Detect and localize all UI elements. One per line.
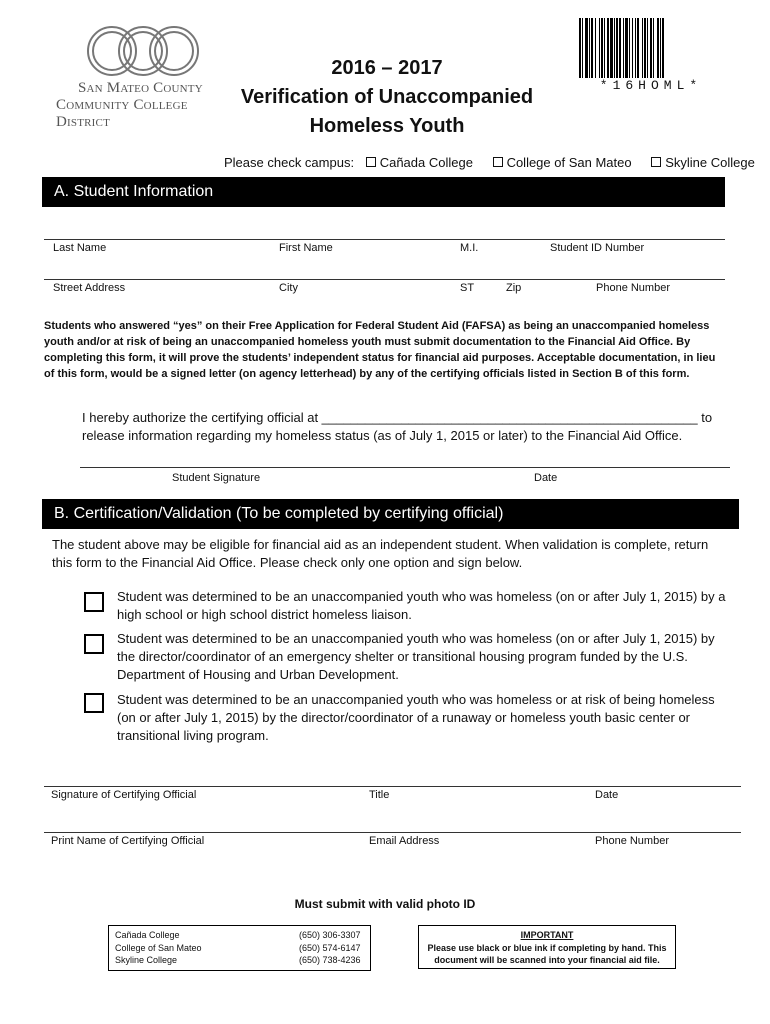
label-student-date: Date (534, 472, 558, 484)
title-main: Verification of Unaccompanied (240, 86, 534, 108)
label-certifier-print-name: Print Name of Certifying Official (51, 835, 205, 847)
barcode-bar (647, 18, 648, 78)
table-row (109, 954, 370, 967)
barcode-bar (637, 18, 639, 78)
campus-option-skyline[interactable] (651, 155, 763, 170)
photo-id-notice: Must submit with valid photo ID (294, 897, 476, 911)
label-student-signature: Student Signature (172, 472, 261, 484)
logo-line-2: Community College District (56, 97, 188, 130)
option-3-text: Student was determined to be an unaccompanied youth who was homeless or at risk of being homeless (on or after July 1, 2015) by the director/coordinator of a runaway or homeless youth basic center or transitional living program. (117, 692, 715, 743)
important-notice (418, 925, 676, 969)
row1-line[interactable] (44, 239, 725, 240)
barcode-bar (660, 18, 661, 78)
campus-phone: (650) 574-6147 (299, 942, 361, 953)
label-city: City (279, 282, 298, 294)
barcode-bar (653, 18, 654, 78)
table-row (109, 942, 370, 955)
fafsa-notice: Students who answered “yes” on their Free Application for Federal Student Aid (FAFSA) as being an unaccompanied homeless youth and/or at risk of being an unaccompanied homeless youth must submit documentation to the Financial Aid Office. By completing this form, it will prove the students’ independent status for financial aid purposes. Acceptable documentation, in lieu of this form, would be a signed letter (on agency letterhead) by any of the certifying officials listed in Section B of this form. (44, 320, 716, 380)
checkbox-icon[interactable] (651, 157, 661, 167)
barcode-bar (610, 18, 613, 78)
important-title: IMPORTANT (520, 930, 574, 940)
campus-name: Cañada College (115, 930, 180, 940)
option-1-checkbox[interactable] (84, 592, 104, 612)
label-student-id: Student ID Number (550, 242, 645, 254)
student-signature-line[interactable] (80, 467, 730, 468)
campus-option-canada[interactable] (366, 155, 481, 170)
campus-phone: (650) 306-3307 (299, 930, 361, 940)
option-2-text: Student was determined to be an unaccompanied youth who was homeless (on or after July 1, 2015) by the director/coordinator of an emergency shelter or transitional housing program funded by the U.S. Department of Housing and Urban Development. (117, 631, 715, 682)
campus-prompt: Please check campus: (224, 155, 355, 170)
barcode-bar (623, 18, 624, 78)
barcode-bar (619, 18, 621, 78)
table-row (109, 929, 370, 942)
district-logo-rings (82, 22, 204, 80)
barcode-bar (601, 18, 603, 78)
label-mi: M.I. (460, 242, 479, 254)
barcode-bar (642, 18, 643, 78)
barcode-bar (629, 18, 630, 78)
barcode-bar (662, 18, 664, 78)
label-certifier-phone: Phone Number (595, 835, 669, 847)
form-barcode (578, 18, 724, 80)
checkbox-icon[interactable] (366, 157, 376, 167)
campus-phone: (650) 738-4236 (299, 955, 361, 965)
campus-option-label: Cañada College (379, 155, 473, 170)
barcode-bar (650, 18, 652, 78)
label-certifier-email: Email Address (369, 835, 440, 847)
label-first-name: First Name (279, 242, 333, 254)
label-certifier-title: Title (369, 789, 390, 801)
barcode-text: *16HOML* (599, 78, 703, 93)
campus-phone-table (108, 925, 371, 971)
campus-option-label: College of San Mateo (506, 155, 632, 170)
option-3-checkbox[interactable] (84, 693, 104, 713)
section-a-heading: A. Student Information (42, 177, 725, 207)
barcode-bar (582, 18, 583, 78)
title-sub: Homeless Youth (309, 115, 465, 137)
label-st: ST (460, 282, 475, 294)
row2-line[interactable] (44, 279, 725, 280)
label-zip: Zip (506, 282, 522, 294)
important-line-1: Please use black or blue ink if completing by hand. This (427, 942, 667, 953)
barcode-bar (595, 18, 596, 78)
barcode-bar (657, 18, 659, 78)
label-street: Street Address (53, 282, 126, 294)
logo-line-1: San Mateo County (78, 80, 203, 96)
certifier-print-line[interactable] (44, 832, 741, 833)
barcode-bar (632, 18, 633, 78)
certifier-signature-line[interactable] (44, 786, 741, 787)
label-last-name: Last Name (53, 242, 107, 254)
label-phone: Phone Number (596, 282, 670, 294)
barcode-bar (616, 18, 618, 78)
barcode-bar (635, 18, 636, 78)
authorization-statement: I hereby authorize the certifying official at ____________________________________________________ to release information regarding my homeless status (as of July 1, 2015 or later) to the Financial Aid Office. (82, 410, 713, 443)
barcode-bar (585, 18, 588, 78)
section-b-heading: B. Certification/Validation (To be completed by certifying official) (42, 499, 739, 529)
form-title (232, 54, 542, 141)
barcode-bar (604, 18, 605, 78)
title-year: 2016 – 2017 (331, 57, 443, 79)
section-b-intro: The student above may be eligible for financial aid as an independent student. When validation is complete, return this form to the Financial Aid Office. Please check only one option and sign below. (52, 537, 709, 570)
barcode-bar (607, 18, 609, 78)
barcode-bar (599, 18, 600, 78)
checkbox-icon[interactable] (493, 157, 503, 167)
barcode-bar (625, 18, 628, 78)
barcode-bar (614, 18, 615, 78)
district-logo-text (56, 80, 236, 131)
label-certifier-signature: Signature of Certifying Official (51, 789, 197, 801)
label-certifier-date: Date (595, 789, 619, 801)
campus-option-label: Skyline College (665, 155, 755, 170)
barcode-bar (591, 18, 593, 78)
campus-name: Skyline College (115, 955, 178, 965)
option-2-checkbox[interactable] (84, 634, 104, 654)
barcode-bar (589, 18, 590, 78)
campus-selector (224, 155, 770, 170)
important-line-2: document will be scanned into your financial aid file. (434, 955, 660, 965)
barcode-bar (579, 18, 581, 78)
campus-name: College of San Mateo (115, 942, 202, 953)
barcode-bar (644, 18, 646, 78)
campus-option-csm[interactable] (493, 155, 640, 170)
option-1-text: Student was determined to be an unaccompanied youth who was homeless (on or after July 1, 2015) by a high school or high school district homeless liaison. (117, 589, 726, 622)
